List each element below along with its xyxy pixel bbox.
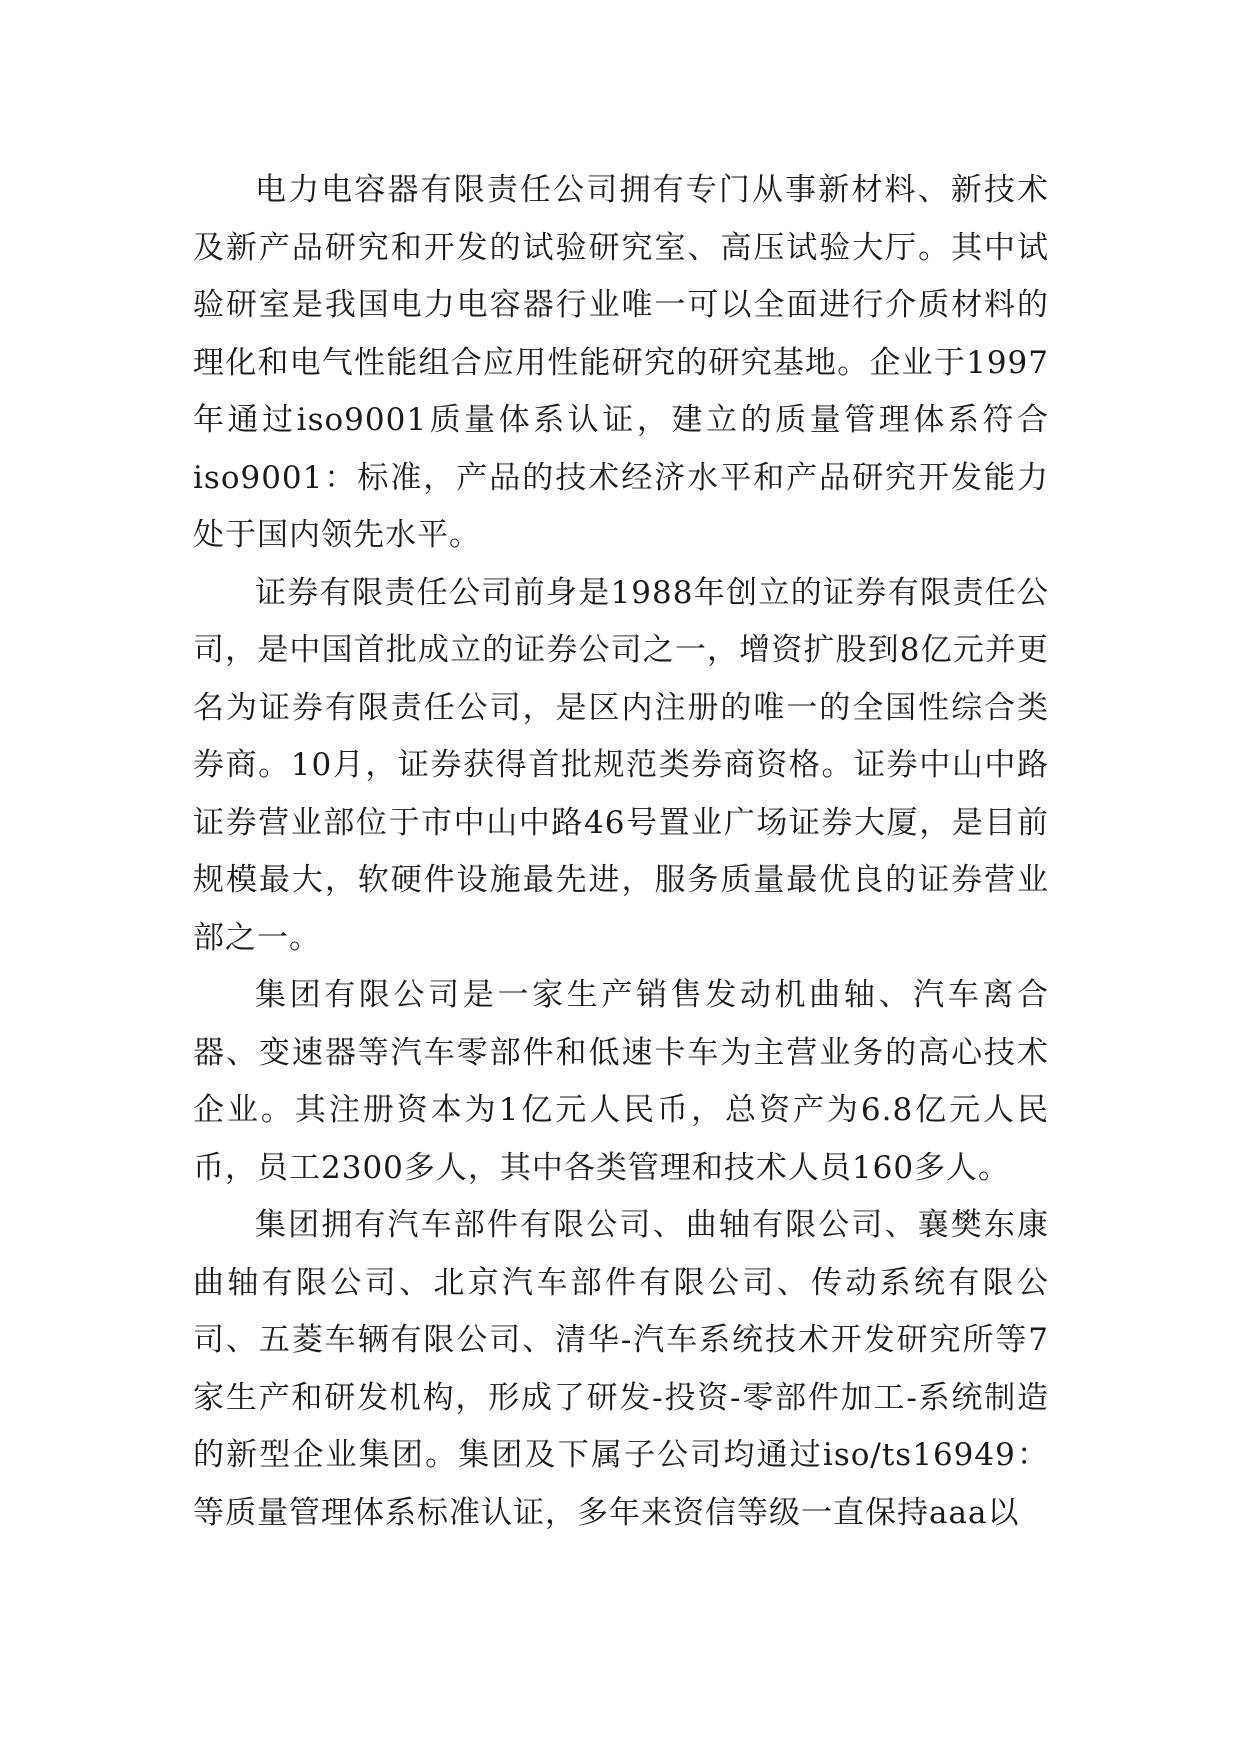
document-body xyxy=(193,162,1049,1542)
paragraph-group-subsidiaries: 集团拥有汽车部件有限公司、曲轴有限公司、襄樊东康曲轴有限公司、北京汽车部件有限公司、传动系统有限公司、五菱车辆有限公司、清华-汽车系统技术开发研究所等7家生产和研发机构，形成了研发-投资-零部件加工-系统制造的新型企业集团。集团及下属子公司均通过iso/ts16949：等质量管理体系标准认证，多年来资信等级一直保持aaa以 xyxy=(193,1207,1049,1531)
paragraph-securities-company: 证券有限责任公司前身是1988年创立的证券有限责任公司，是中国首批成立的证券公司之一，增资扩股到8亿元并更名为证券有限责任公司，是区内注册的唯一的全国性综合类券商。10月，证券获得首批规范类券商资格。证券中山中路证券营业部位于市中山中路46号置业广场证券大厦，是目前规模最大，软硬件设施最先进，服务质量最优良的证券营业部之一。 xyxy=(193,574,1049,956)
paragraph-capacitor-company: 电力电容器有限责任公司拥有专门从事新材料、新技术及新产品研究和开发的试验研究室、高压试验大厅。其中试验研室是我国电力电容器行业唯一可以全面进行介质材料的理化和电气性能组合应用性能研究的研究基地。企业于1997年通过iso9001质量体系认证，建立的质量管理体系符合iso9001：标准，产品的技术经济水平和产品研究开发能力处于国内领先水平。 xyxy=(193,172,1049,553)
paragraph-group-company: 集团有限公司是一家生产销售发动机曲轴、汽车离合器、变速器等汽车零部件和低速卡车为主营业务的高心技术企业。其注册资本为1亿元人民币，总资产为6.8亿元人民币，员工2300多人，其中各类管理和技术人员160多人。 xyxy=(193,977,1049,1186)
